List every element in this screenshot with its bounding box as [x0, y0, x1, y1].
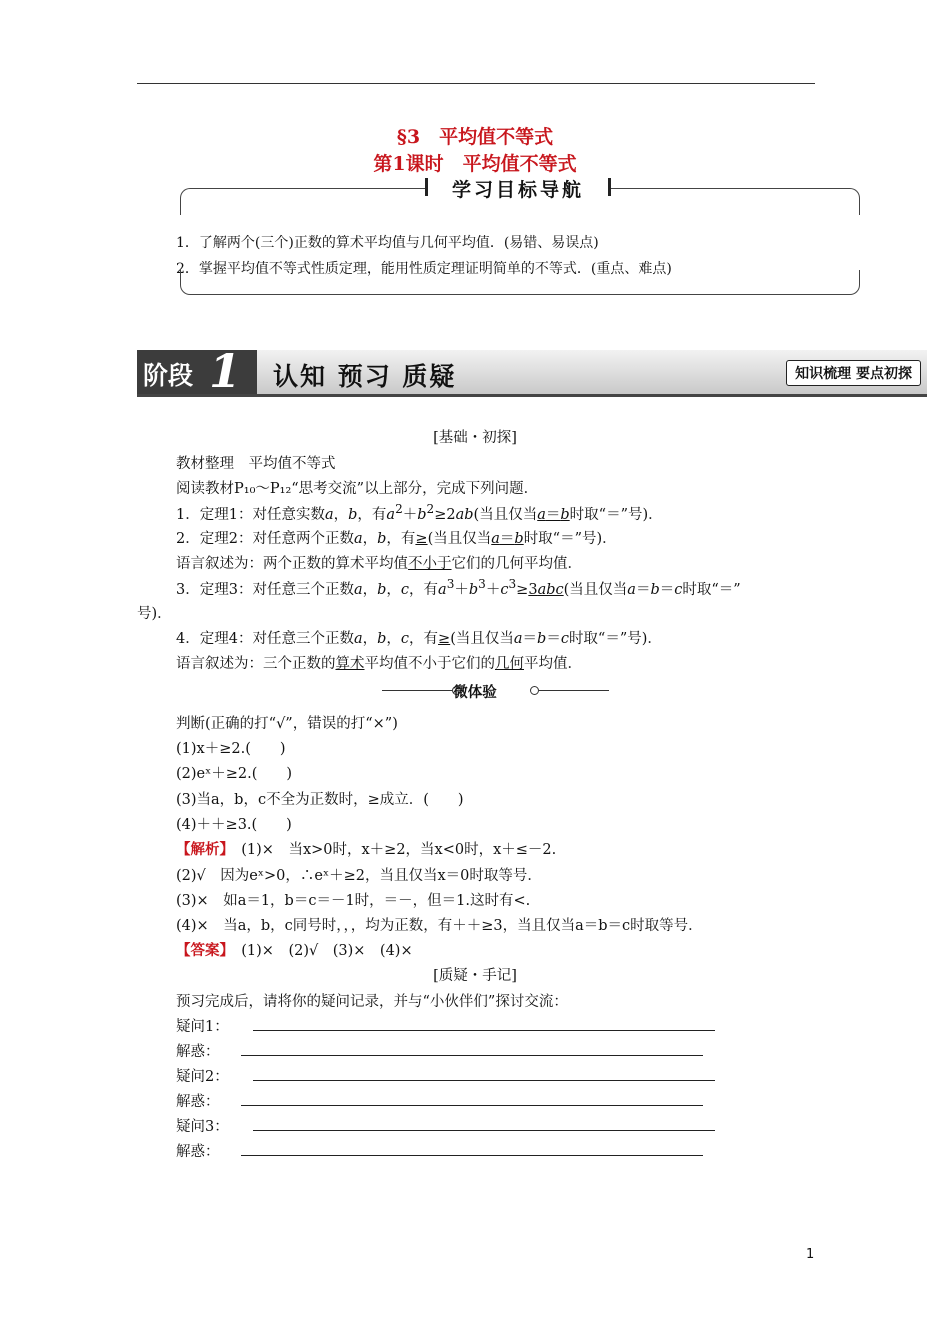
micro-heading: 微体验 [453, 684, 497, 701]
micro-rule-right [539, 690, 609, 691]
banner-tag: 知识梳理 要点初探 [786, 360, 921, 386]
goals-bracket-bottom [180, 270, 860, 295]
stage-banner [137, 344, 927, 398]
reading-intro: 阅读教材P₁₀～P₁₂“思考交流”以上部分，完成下列问题． [176, 481, 539, 497]
question-label: 疑问3： [176, 1119, 229, 1135]
analysis-line: (2)√ 因为eˣ>0，∴eˣ＋≥2，当且仅当x＝0时取等号． [176, 868, 542, 884]
banner-stage-number: 1 [209, 344, 242, 398]
top-rule [137, 83, 815, 84]
page-number: 1 [806, 1247, 815, 1262]
judge-prompt: 判断(正确的打“√”，错误的打“×”) [176, 716, 398, 732]
theorem-3: 3．定理3：对任意三个正数a，b，c，有$a^3+b^3+c^3\ge 3abc$(当且仅当a＝b＝c时取“＝” [176, 577, 741, 598]
material-sub: 教材整理 平均值不等式 [176, 456, 336, 472]
question-blank[interactable] [253, 1080, 715, 1081]
notes-prompt: 预习完成后，请将你的疑问记录，并与“小伙伴们”探讨交流： [176, 994, 568, 1010]
section-title: §3 平均值不等式 [396, 126, 554, 148]
theorem-4: 4．定理4：对任意三个正数a，b，c，有≥(当且仅当a＝b＝c时取“＝”号)． [176, 631, 662, 647]
goal-item: 1．了解两个(三个)正数的算术平均值与几何平均值．(易错、易误点) [176, 235, 599, 251]
goals-heading-text: 学习目标导航 [451, 179, 584, 201]
answer-blank[interactable] [241, 1055, 703, 1056]
answer-label-row: 解惑： [176, 1094, 220, 1110]
judge-item: (3)当a，b，c不全为正数时，≥成立．( ) [176, 792, 464, 808]
analysis-label: 【解析】 [176, 841, 227, 858]
theorem-1: 1．定理1：对任意实数a，b，有$a^2+b^2\ge 2ab$(当且仅当a＝b时取“＝”号)． [176, 502, 663, 523]
analysis-line: (4)× 当a，b，c同号时，，，均为正数，有＋＋≥3，当且仅当a＝b＝c时取等号． [176, 918, 703, 934]
analysis-line: 【解析】 (1)× 当x>0时，x＋≥2，当x<0时，x＋≤－2. [176, 841, 557, 858]
judge-item: (4)＋＋≥3.( ) [176, 817, 292, 833]
answer-label: 【答案】 [176, 942, 227, 959]
answer-blank[interactable] [241, 1155, 703, 1156]
goal-item: 2．掌握平均值不等式性质定理，能用性质定理证明简单的不等式．(重点、难点) [176, 261, 672, 277]
question-label: 疑问2： [176, 1069, 229, 1085]
question-blank[interactable] [253, 1030, 715, 1031]
verbal-2: 语言叙述为：三个正数的算术平均值不小于它们的几何平均值． [176, 656, 582, 672]
goals-heading [425, 175, 611, 199]
analysis-line: (3)× 如a＝1，b＝c＝－1时，＝－，但＝1.这时有<. [176, 893, 531, 909]
banner-title: 认知 预习 质疑 [273, 362, 457, 391]
answer-line: 【答案】 (1)× (2)√ (3)× (4)× [176, 942, 413, 959]
judge-item: (1)x＋≥2.( ) [176, 741, 286, 757]
banner-stage-label: 阶段 [143, 361, 194, 390]
verbal-1: 语言叙述为：两个正数的算术平均值不小于它们的几何平均值． [176, 556, 582, 572]
answer-label-row: 解惑： [176, 1144, 220, 1160]
judge-item: (2)eˣ＋≥2.( ) [176, 766, 293, 782]
answer-label-row: 解惑： [176, 1044, 220, 1060]
question-blank[interactable] [253, 1130, 715, 1131]
micro-dot-right [530, 686, 539, 695]
theorem-2: 2．定理2：对任意两个正数a，b，有≥(当且仅当a＝b时取“＝”号)． [176, 531, 617, 547]
question-label: 疑问1： [176, 1019, 229, 1035]
lesson-title: 第1课时 平均值不等式 [373, 153, 577, 175]
basics-heading: [基础・初探] [433, 430, 517, 446]
theorem-3-end: 号)． [137, 606, 172, 622]
answer-blank[interactable] [241, 1105, 703, 1106]
notes-heading: [质疑・手记] [433, 968, 517, 984]
